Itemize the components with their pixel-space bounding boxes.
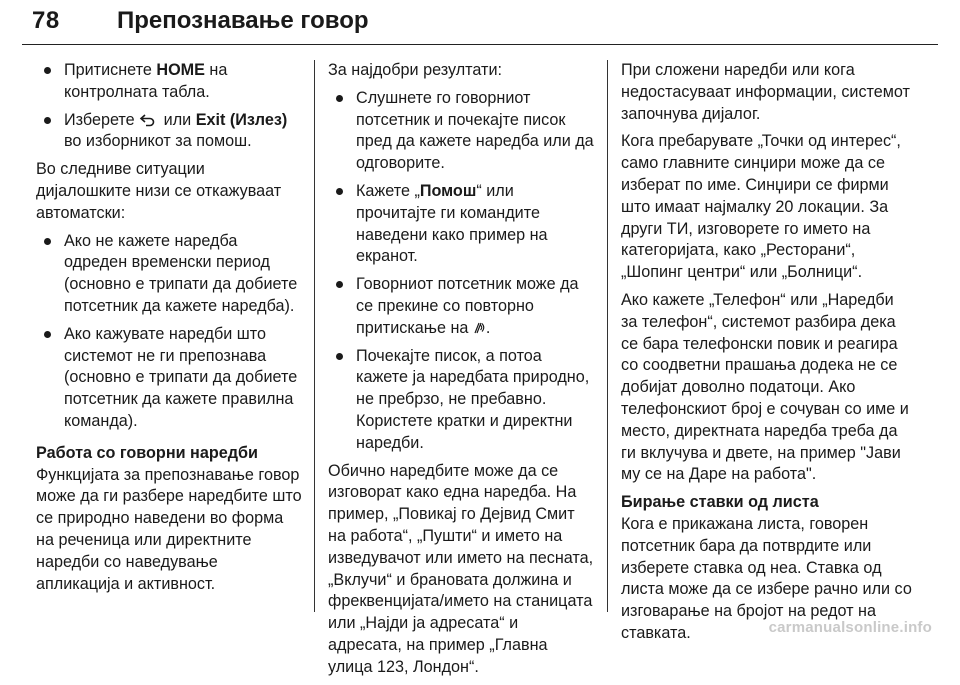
list-item: Почекајте писок, а потоа кажете ја наредбата природно, не пребрзо, не пребавно. Користете кратки и директни наредби. [328,346,594,455]
section-heading: Бирање ставки од листа [621,493,819,512]
column-divider [607,60,608,612]
section-heading: Работа со говорни наредби [36,443,258,462]
text: или [159,110,196,129]
back-arrow-icon [139,113,155,127]
bullet-list [36,231,302,433]
list-item [328,181,594,268]
text: Кажете „ [356,181,420,200]
paragraph: Ако кажете „Телефон“ или „Наредби за телефон“, системот разбира дека се бара телефонски повик и реагира со соодветни прашања додека не се добијат доволно податоци. Ако телефонскиот број е сочуван со име и место, директната наредба треба да ги вклучува и двете, на пример "Јави му се на Даре на работа". [621,290,909,484]
page-header [22,4,938,45]
column-right [621,60,913,651]
text: на контролната табла. [64,61,228,101]
paragraph: За најдобри резултати: [328,61,502,79]
text: Изберете [64,110,140,129]
page-number: 78 [32,7,60,34]
text: Притиснете [64,61,157,79]
paragraph: Обично наредбите може да се изговорат како една наредба. На пример, „Повикај го Дејвид Смит на работа“, „Пушти“ и името на изведувачот или името на песната, „Вклучи“ и брановата должина и фреквенцијата/името на станицата или „Најди ја адресата“ и адресата, на пример „Главна улица 123, Лондон“. [328,461,594,676]
help-label: Помош [419,181,477,200]
column-middle [328,60,594,685]
list-item: Слушнете го говорниот потсетник и почекајте писок пред да кажете наредба или да одговорите. [328,88,594,175]
paragraph: Кога е прикажана листа, говорен потсетник бара да потврдите или изберете ставка од неа. Ставка од листа може да се избере рачно или со изговарање на бројот на редот на ставката. [621,514,912,642]
home-label: HOME [156,61,205,79]
paragraph: Во следниве ситуации дијалошките низи се откажуваат автоматски: [36,160,282,222]
bullet-list [328,88,594,455]
voice-recognition-icon [473,320,486,335]
column-divider [314,60,315,612]
text: во изборникот за помош. [64,132,252,151]
page-title: Препознавање говор [117,7,369,34]
text: . [485,318,491,337]
text: “ или прочитајте ги командите наведени како пример на екранот. [356,181,548,266]
exit-label: Exit (Излез) [195,110,288,129]
list-item: Ако не кажете наредба одреден временски период (основно е трипати да добиете потсетник да кажете наредба). [36,231,302,318]
list-item [36,110,302,154]
paragraph: Кога пребарувате „Точки од интерес“, само главните синџири може да се изберат по име. Синџири се фирми што имаат најмалку 20 локации. За други ТИ, изговорете го името на категоријата, како „Ресторани“, „Шопинг центри“ или „Болници“. [621,132,901,282]
list-item [328,274,594,339]
watermark: carmanualsonline.info [768,619,932,636]
paragraph: Функцијата за препознавање говор може да ги разбере наредбите што се природно наведени во форма на реченица или директните наредби со наведување апликација и активност. [36,465,302,593]
list-item: Ако кажувате наредби што системот не ги препознава (основно е трипати да добиете потсетник да кажете правилна команда). [36,324,302,433]
bullet-list [36,60,302,153]
column-left [36,60,302,601]
paragraph: При сложени наредби или кога недостасуваат информации, системот започнува дијалог. [621,61,910,123]
text: Говорниот потсетник може да се прекине со повторно притискање на [356,275,579,337]
list-item [36,60,302,104]
